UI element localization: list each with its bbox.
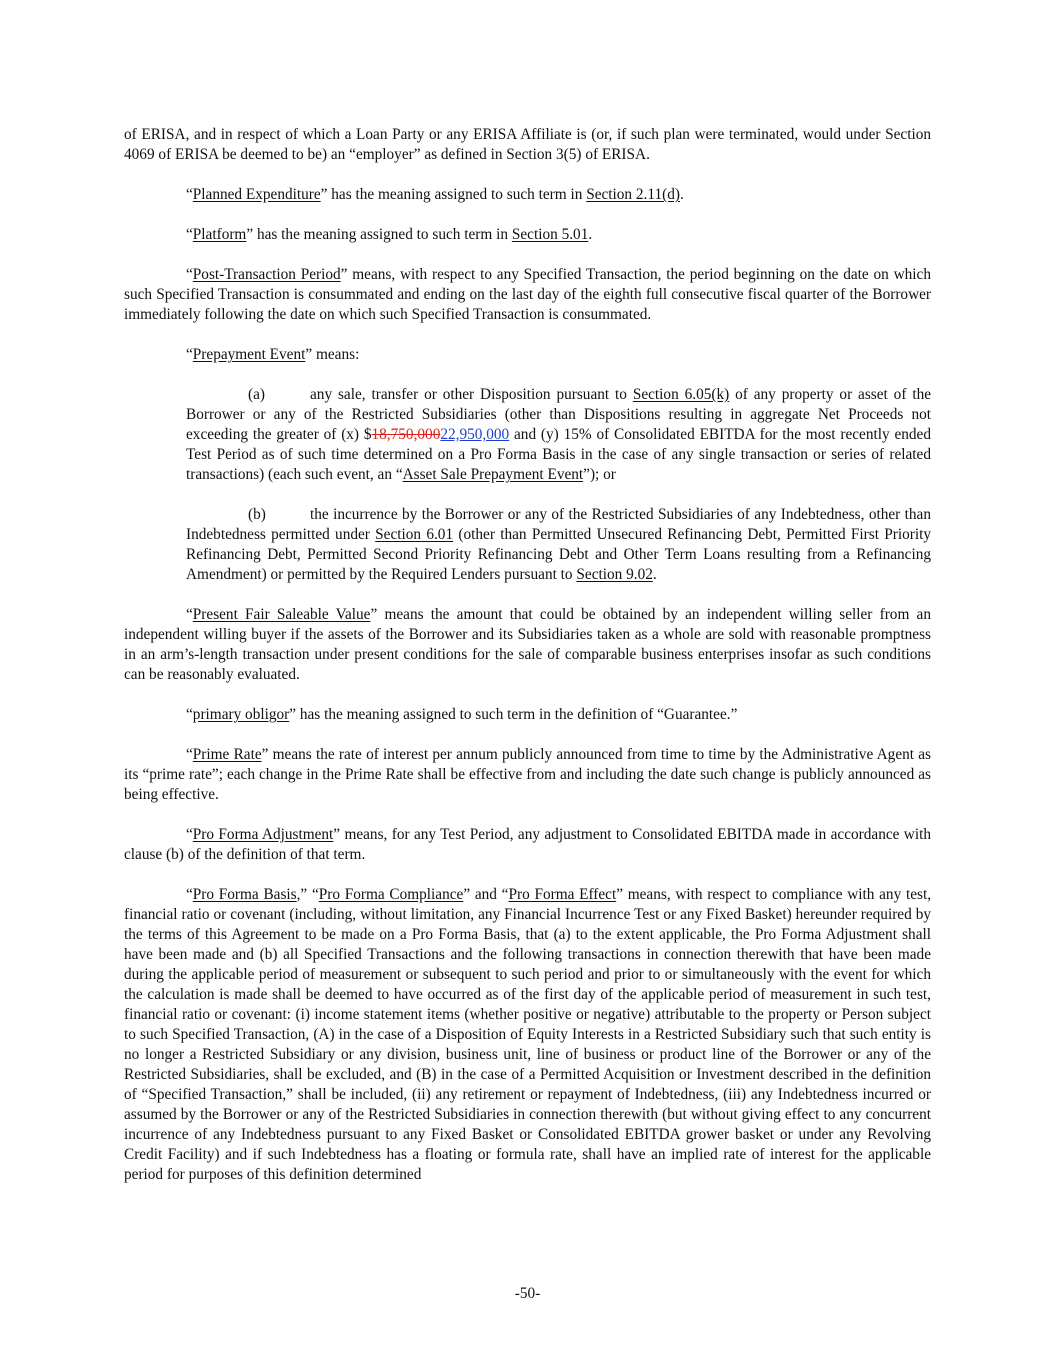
clause-a: (a) any sale, transfer or other Disposition pursuant to Section 6.05(k) of any property or asset of the Borrower or any of the Restricted Subsidiaries (other than Dispositions resulting in aggregate Net Proceeds not exceeding the greater of (x) $18,750,00022,950,000 and (y) 15% of Consolidated EBITDA for the most recently ended Test Period as of such time determined on a Pro Forma Basis in the case of any single transaction or series of related transactions) (each such event, an “Asset Sale Prepayment Event”); or: [186, 386, 932, 483]
defined-term: Asset Sale Prepayment Event: [402, 466, 584, 483]
inserted-amount: 22,950,000: [440, 426, 510, 443]
section-reference: Section 9.02: [576, 566, 653, 583]
defined-term: Planned Expenditure: [192, 186, 321, 203]
page-number: -50-: [514, 1285, 541, 1302]
definition-platform: “Platform” has the meaning assigned to such term in Section 5.01.: [186, 226, 593, 243]
clause-b: (b) the incurrence by the Borrower or any of the Restricted Subsidiaries of any Indebtedness, other than Indebtedness permitted under Section 6.01 (other than Permitted Unsecured Refinancing Debt, Permitted First Priority Refinancing Debt, Permitted Second Priority Refinancing Debt and Other Term Loans resulting from a Refinancing Amendment) or permitted by the Required Lenders pursuant to Section 9.02.: [186, 506, 931, 583]
erisa-continuation-paragraph: of ERISA, and in respect of which a Loan Party or any ERISA Affiliate is (or, if such plan were terminated, would under Section 4069 of ERISA be deemed to be) an “employer” as defined in Section 3(5) of ERISA.: [124, 126, 931, 163]
defined-term: Prepayment Event: [192, 346, 306, 363]
section-reference: Section 6.05(k): [632, 386, 730, 403]
definition-prepayment-event: “Prepayment Event” means:: [186, 346, 360, 363]
section-reference: Section 5.01: [511, 226, 589, 243]
document-body: [124, 125, 931, 1205]
definition-post-transaction-period: “Post-Transaction Period” means, with respect to any Specified Transaction, the period beginning on the date on which such Specified Transaction is consummated and ending on the last day of the eighth full consecutive fiscal quarter of the Borrower immediately following the date on which such Specified Transaction is consummated.: [124, 266, 931, 323]
definition-primary-obligor: “primary obligor” has the meaning assigned to such term in the definition of “Guarantee.”: [186, 706, 738, 723]
defined-term: Present Fair Saleable Value: [192, 606, 371, 623]
clause-label: (b): [248, 506, 266, 523]
definition-planned-expenditure: “Planned Expenditure” has the meaning assigned to such term in Section 2.11(d).: [186, 186, 684, 203]
defined-term: Pro Forma Adjustment: [192, 826, 334, 843]
deleted-amount: 18,750,000: [371, 426, 441, 443]
defined-term: Pro Forma Basis: [192, 886, 297, 903]
defined-term: Pro Forma Compliance: [318, 886, 464, 903]
section-reference: Section 2.11(d): [586, 186, 680, 203]
definition-pro-forma-adjustment: “Pro Forma Adjustment” means, for any Test Period, any adjustment to Consolidated EBITDA made in accordance with clause (b) of the definition of that term.: [124, 826, 931, 863]
clause-label: (a): [248, 386, 265, 403]
definition-prime-rate: “Prime Rate” means the rate of interest per annum publicly announced from time to time by the Administrative Agent as its “prime rate”; each change in the Prime Rate shall be effective from and including the date such change is publicly announced as being effective.: [124, 746, 931, 803]
definition-pro-forma-basis: “Pro Forma Basis,” “Pro Forma Compliance” and “Pro Forma Effect” means, with respect to compliance with any test, financial ratio or covenant (including, without limitation, any Financial Incurrence Test or any Fixed Basket) hereunder required by the terms of this Agreement to be made on a Pro Forma Basis, that (a) to the extent applicable, the Pro Forma Adjustment shall have been made and (b) all Specified Transactions and the following transactions in connection therewith that have been made during the applicable period of measurement or subsequent to such period and prior to or simultaneously with the event for which the calculation is made shall be deemed to have occurred as of the first day of the applicable period of measurement in such test, financial ratio or covenant: (i) income statement items (whether positive or negative) attributable to the property or Person subject to such Specified Transaction, (A) in the case of a Disposition of Equity Interests in a Restricted Subsidiary such that such entity is no longer a Restricted Subsidiary or any division, business unit, line of business or product line of the Borrower or any of the Restricted Subsidiaries, shall be excluded, and (B) in the case of a Permitted Acquisition or Investment described in the definition of “Specified Transaction,” shall be included, (ii) any retirement or repayment of Indebtedness, (iii) any Indebtedness incurred or assumed by the Borrower or any of the Restricted Subsidiaries in connection therewith (but without giving effect to any concurrent incurrence of any Indebtedness pursuant to any Fixed Basket or Consolidated EBITDA grower basket or under any Revolving Credit Facility) and if such Indebtedness has a floating or formula rate, shall have an implied rate of interest for the applicable period for purposes of this definition determined: [124, 886, 932, 1183]
defined-term: primary obligor: [192, 706, 290, 723]
defined-term: Pro Forma Effect: [508, 886, 617, 903]
definition-present-fair-saleable-value: “Present Fair Saleable Value” means the amount that could be obtained by an independent willing seller from an independent willing buyer if the assets of the Borrower and its Subsidiaries taken as a whole are sold with reasonable promptness in an arm’s-length transaction under present conditions for the sale of comparable business enterprises insofar as such conditions can be reasonably evaluated.: [124, 606, 931, 683]
defined-term: Prime Rate: [192, 746, 262, 763]
defined-term: Post-Transaction Period: [192, 266, 341, 283]
defined-term: Platform: [192, 226, 247, 243]
section-reference: Section 6.01: [375, 526, 454, 543]
